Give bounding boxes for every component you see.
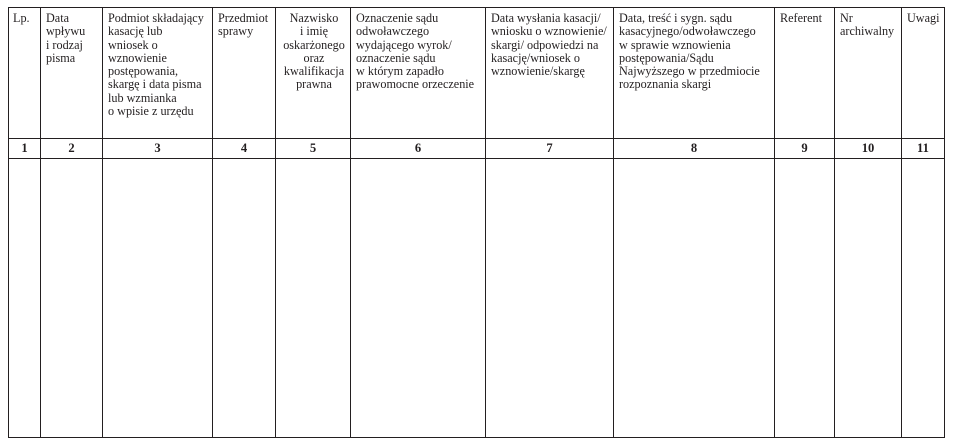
header-row	[9, 8, 945, 139]
column-number: 8	[614, 139, 775, 159]
column-number: 7	[486, 139, 614, 159]
entry-cell[interactable]	[902, 159, 945, 438]
column-header-dispatch-date	[486, 8, 614, 139]
column-header-appeal-court	[351, 8, 486, 139]
column-header-label: Uwagi	[907, 11, 940, 25]
column-header-label: Nr archiwalny	[840, 11, 895, 39]
column-header-decision	[614, 8, 775, 139]
column-number: 11	[902, 139, 945, 159]
column-header-label: Nazwisko i imię oskarżonego oraz kwalifikacja prawna	[283, 11, 345, 92]
entry-cell[interactable]	[9, 159, 41, 438]
column-number-row	[9, 139, 945, 159]
column-header-notes	[902, 8, 945, 139]
column-header-label: Data, treść i sygn. sądu kasacyjnego/odwoławczego w sprawie wznowienia postępowania/Sądu Najwyższego w przedmiocie rozpoznania skargi	[619, 11, 760, 92]
column-number: 4	[213, 139, 276, 159]
entry-row	[9, 159, 945, 438]
register-table	[8, 7, 945, 438]
column-header-label: Referent	[780, 11, 822, 25]
column-header-label: Lp.	[13, 11, 30, 25]
column-header-referent	[775, 8, 835, 139]
column-header-receipt-date	[41, 8, 103, 139]
entry-cell[interactable]	[213, 159, 276, 438]
column-header-case-subject	[213, 8, 276, 139]
column-header-label: Przedmiot sprawy	[218, 11, 269, 39]
column-number: 1	[9, 139, 41, 159]
column-header-defendant	[276, 8, 351, 139]
column-number: 9	[775, 139, 835, 159]
column-number: 10	[835, 139, 902, 159]
column-header-archive-number	[835, 8, 902, 139]
column-header-label: Podmiot składający kasację lub wniosek o wznowienie postępowania, skargę i data pisma lub wzmianka o wpisie z urzędu	[108, 11, 204, 119]
entry-cell[interactable]	[835, 159, 902, 438]
column-header-label: Data wpływu i rodzaj pisma	[46, 11, 86, 65]
column-header-label: Oznaczenie sądu odwoławczego wydającego wyrok/ oznaczenie sądu w którym zapadło prawomocne orzeczenie	[356, 11, 475, 92]
column-number: 6	[351, 139, 486, 159]
column-header-label: Data wysłania kasacji/ wniosku o wznowienie/ skargi/ odpowiedzi na kasację/wniosek o wznowienie/skargę	[491, 11, 607, 79]
column-number: 2	[41, 139, 103, 159]
entry-cell[interactable]	[614, 159, 775, 438]
entry-cell[interactable]	[276, 159, 351, 438]
column-number: 5	[276, 139, 351, 159]
column-header-lp	[9, 8, 41, 139]
entry-cell[interactable]	[486, 159, 614, 438]
entry-cell[interactable]	[351, 159, 486, 438]
entry-cell[interactable]	[775, 159, 835, 438]
entry-cell[interactable]	[103, 159, 213, 438]
column-header-submitting-party	[103, 8, 213, 139]
entry-cell[interactable]	[41, 159, 103, 438]
column-number: 3	[103, 139, 213, 159]
